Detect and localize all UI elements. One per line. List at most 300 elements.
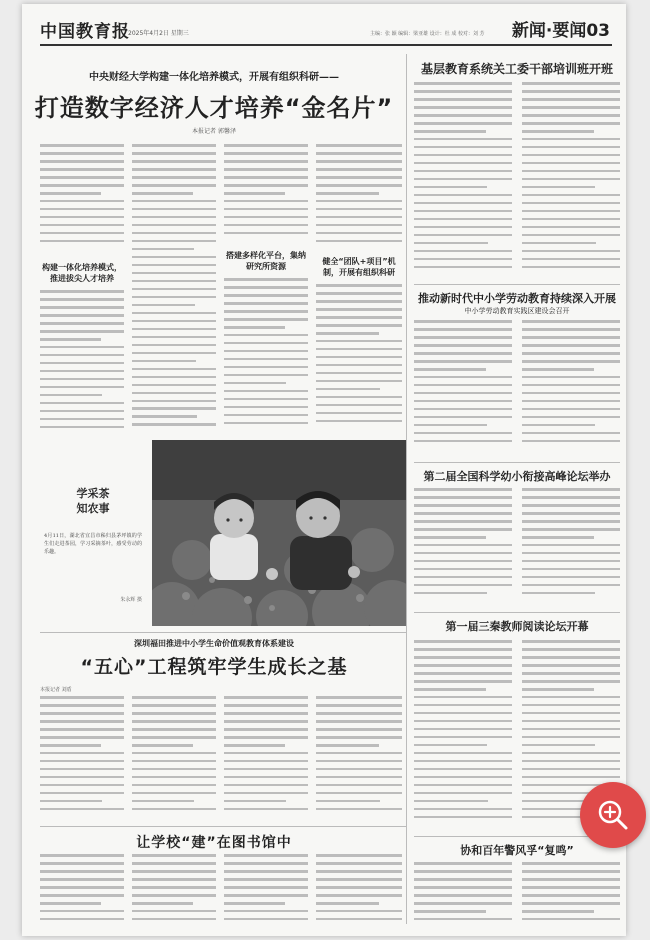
text-line — [132, 384, 216, 387]
right-headline-4: 第一届三秦教师阅读论坛开幕 — [445, 620, 589, 633]
text-line — [522, 504, 620, 507]
text-line — [40, 800, 102, 803]
text-line — [522, 520, 620, 523]
text-line — [414, 376, 512, 379]
text-line — [522, 392, 620, 395]
text-line — [522, 736, 620, 739]
text-line — [132, 200, 216, 203]
body-text-column — [132, 144, 216, 434]
text-line — [522, 576, 620, 579]
text-line — [414, 744, 487, 747]
text-line — [414, 320, 512, 323]
text-line — [316, 200, 402, 203]
text-line — [132, 312, 216, 315]
text-line — [224, 720, 308, 723]
text-line — [414, 568, 512, 571]
text-line — [224, 286, 308, 289]
text-line — [224, 862, 308, 865]
text-line — [522, 440, 620, 443]
text-line — [414, 384, 512, 387]
text-line — [414, 592, 487, 595]
lead-subhead-2: 搭建多样化平台，集纳研究所资源 — [226, 251, 306, 271]
text-line — [316, 284, 402, 287]
section-divider — [414, 462, 620, 463]
text-line — [132, 854, 216, 857]
text-line — [132, 216, 216, 219]
text-line — [316, 792, 402, 795]
feature-caption: 4月11日，湖北省宜昌市秭归县茅坪镇的学生们走进茶园，学习采摘茶叶，感受劳动的乐趣。 — [44, 533, 142, 555]
body-text-column — [40, 290, 124, 434]
text-line — [414, 878, 512, 881]
text-line — [132, 344, 216, 347]
text-line — [316, 886, 402, 889]
text-line — [316, 380, 402, 383]
text-line — [414, 648, 512, 651]
text-line — [40, 290, 124, 293]
text-line — [414, 792, 512, 795]
story-2-kicker: 深圳福田推进中小学生命价值观教育体系建设 — [134, 639, 294, 648]
text-line — [40, 918, 124, 921]
text-line — [40, 870, 124, 873]
text-line — [414, 114, 512, 117]
story-3-headline: 让学校“建”在图书馆中 — [136, 835, 292, 851]
text-line — [40, 240, 124, 243]
right-headline-5: 协和百年警风孚“复鸣” — [460, 844, 574, 857]
text-line — [132, 704, 216, 707]
text-line — [316, 760, 402, 763]
text-line — [132, 328, 216, 331]
text-line — [316, 324, 402, 327]
text-line — [316, 300, 402, 303]
body-text-column — [414, 320, 512, 454]
text-line — [40, 168, 124, 171]
text-line — [316, 176, 402, 179]
text-line — [224, 422, 308, 425]
text-line — [224, 760, 308, 763]
text-line — [132, 392, 216, 395]
tea-picking-photo — [152, 440, 406, 626]
body-text-column — [224, 854, 308, 932]
body-text-column — [40, 144, 124, 254]
text-line — [414, 862, 512, 865]
text-line — [40, 704, 124, 707]
body-text-column — [224, 696, 308, 820]
text-line — [522, 376, 620, 379]
body-text-column — [316, 696, 402, 820]
text-line — [40, 696, 124, 699]
text-line — [132, 208, 216, 211]
text-line — [414, 816, 512, 819]
text-line — [40, 784, 124, 787]
text-line — [316, 752, 402, 755]
text-line — [316, 372, 402, 375]
text-line — [522, 910, 594, 913]
text-line — [224, 334, 308, 337]
text-line — [224, 302, 308, 305]
text-line — [522, 704, 620, 707]
text-line — [132, 272, 216, 275]
text-line — [414, 728, 512, 731]
text-line — [224, 342, 308, 345]
text-line — [522, 656, 620, 659]
text-line — [40, 192, 101, 195]
text-line — [316, 308, 402, 311]
text-line — [224, 326, 285, 329]
text-line — [224, 728, 308, 731]
text-line — [316, 316, 402, 319]
text-line — [224, 776, 308, 779]
text-line — [132, 808, 216, 811]
body-text-column — [132, 854, 216, 932]
text-line — [132, 784, 216, 787]
text-line — [414, 886, 512, 889]
text-line — [224, 144, 308, 147]
text-line — [132, 352, 216, 355]
text-line — [522, 870, 620, 873]
text-line — [522, 368, 594, 371]
photo-feature-sidebar — [40, 440, 146, 626]
text-line — [224, 200, 308, 203]
text-line — [414, 234, 512, 237]
text-line — [132, 280, 216, 283]
text-line — [40, 752, 124, 755]
editor-credits: 主编：张 颖 编辑：梁亚雄 设计：杜 成 校对：刘 芳 — [370, 31, 485, 37]
text-line — [522, 154, 620, 157]
text-line — [316, 208, 402, 211]
text-line — [132, 878, 216, 881]
text-line — [40, 760, 124, 763]
text-line — [40, 402, 124, 405]
text-line — [316, 240, 402, 243]
text-line — [414, 528, 512, 531]
text-line — [132, 902, 193, 905]
text-line — [224, 278, 308, 281]
text-line — [224, 160, 308, 163]
text-line — [522, 226, 620, 229]
text-line — [522, 512, 620, 515]
text-line — [316, 918, 402, 921]
text-line — [316, 910, 402, 913]
text-line — [40, 854, 124, 857]
text-line — [224, 208, 308, 211]
lead-kicker: 中央财经大学构建一体化培养模式，开展有组织科研—— — [89, 72, 339, 83]
text-line — [414, 544, 512, 547]
text-line — [414, 894, 512, 897]
section-divider — [40, 826, 406, 827]
text-line — [316, 776, 402, 779]
text-line — [224, 712, 308, 715]
text-line — [522, 186, 595, 189]
text-line — [414, 440, 512, 443]
text-line — [414, 226, 512, 229]
text-line — [224, 878, 308, 881]
text-line — [316, 878, 402, 881]
text-line — [224, 192, 285, 195]
text-line — [224, 366, 308, 369]
text-line — [522, 544, 620, 547]
text-line — [316, 412, 402, 415]
text-line — [224, 310, 308, 313]
text-line — [414, 202, 512, 205]
text-line — [522, 170, 620, 173]
text-line — [224, 704, 308, 707]
text-line — [132, 160, 216, 163]
text-line — [132, 256, 216, 259]
text-line — [40, 808, 124, 811]
text-line — [316, 192, 379, 195]
text-line — [132, 376, 216, 379]
text-line — [414, 800, 488, 803]
text-line — [40, 232, 124, 235]
text-line — [224, 854, 308, 857]
text-line — [224, 382, 286, 385]
text-line — [224, 152, 308, 155]
text-line — [316, 704, 402, 707]
text-line — [522, 258, 620, 261]
text-line — [414, 432, 512, 435]
text-line — [414, 776, 512, 779]
text-line — [132, 400, 216, 403]
text-line — [40, 306, 124, 309]
text-line — [40, 322, 124, 325]
text-line — [40, 184, 124, 187]
text-line — [132, 870, 216, 873]
text-line — [316, 332, 379, 335]
text-line — [414, 344, 512, 347]
text-line — [40, 394, 102, 397]
text-line — [522, 344, 620, 347]
text-line — [522, 568, 620, 571]
text-line — [522, 122, 620, 125]
text-line — [224, 390, 308, 393]
text-line — [522, 768, 620, 771]
text-line — [522, 640, 620, 643]
text-line — [522, 90, 620, 93]
text-line — [414, 368, 486, 371]
text-line — [522, 862, 620, 865]
text-line — [414, 552, 512, 555]
text-line — [522, 584, 620, 587]
text-line — [414, 186, 487, 189]
text-line — [522, 138, 620, 141]
text-line — [414, 664, 512, 667]
text-line — [414, 400, 512, 403]
text-line — [414, 416, 512, 419]
text-line — [522, 902, 620, 905]
text-line — [414, 352, 512, 355]
text-line — [40, 862, 124, 865]
text-line — [414, 360, 512, 363]
text-line — [414, 504, 512, 507]
text-line — [224, 768, 308, 771]
text-line — [522, 218, 620, 221]
text-line — [40, 410, 124, 413]
text-line — [522, 886, 620, 889]
text-line — [522, 146, 620, 149]
text-line — [132, 192, 193, 195]
text-line — [40, 208, 124, 211]
text-line — [316, 420, 402, 423]
photo-credit: 朱永辉 摄 — [120, 597, 142, 603]
text-line — [522, 552, 620, 555]
text-line — [414, 178, 512, 181]
body-text-column — [414, 82, 512, 278]
text-line — [316, 184, 402, 187]
text-line — [414, 488, 512, 491]
text-line — [224, 398, 308, 401]
text-line — [224, 232, 308, 235]
text-line — [132, 423, 216, 426]
text-line — [414, 512, 512, 515]
text-line — [522, 352, 620, 355]
text-line — [224, 176, 308, 179]
section-divider — [40, 632, 406, 633]
text-line — [414, 576, 512, 579]
text-line — [522, 234, 620, 237]
text-line — [414, 154, 512, 157]
text-line — [316, 216, 402, 219]
text-line — [316, 720, 402, 723]
text-line — [316, 396, 402, 399]
text-line — [40, 370, 124, 373]
text-line — [522, 98, 620, 101]
section-divider — [414, 612, 620, 613]
text-line — [522, 592, 595, 595]
text-line — [132, 144, 216, 147]
text-line — [316, 696, 402, 699]
text-line — [522, 416, 620, 419]
lead-subhead-1: 构建一体化培养模式，推进拔尖人才培养 — [42, 263, 122, 283]
text-line — [414, 408, 512, 411]
text-line — [522, 424, 595, 427]
text-line — [414, 672, 512, 675]
text-line — [316, 862, 402, 865]
text-line — [40, 910, 124, 913]
text-line — [40, 362, 124, 365]
text-line — [132, 336, 216, 339]
text-line — [522, 776, 620, 779]
text-line — [316, 348, 402, 351]
text-line — [132, 776, 216, 779]
text-line — [40, 354, 124, 357]
text-line — [40, 418, 124, 421]
text-line — [224, 792, 308, 795]
text-line — [414, 210, 512, 213]
text-line — [224, 184, 308, 187]
text-line — [316, 728, 402, 731]
text-line — [40, 314, 124, 317]
text-line — [522, 878, 620, 881]
text-line — [414, 98, 512, 101]
text-line — [40, 176, 124, 179]
text-line — [316, 902, 379, 905]
text-line — [522, 712, 620, 715]
newspaper-logo: 中国教育报 — [40, 22, 130, 42]
text-line — [522, 680, 620, 683]
text-line — [316, 168, 402, 171]
text-line — [132, 184, 216, 187]
text-line — [316, 784, 402, 787]
text-line — [522, 320, 620, 323]
text-line — [414, 910, 486, 913]
text-line — [414, 258, 512, 261]
text-line — [414, 194, 512, 197]
text-line — [414, 130, 486, 133]
right-headline-3: 第二届全国科学幼小衔接高峰论坛举办 — [423, 470, 611, 483]
text-line — [414, 162, 512, 165]
text-line — [132, 232, 216, 235]
body-text-column — [40, 854, 124, 932]
body-text-column — [316, 284, 402, 434]
text-line — [414, 146, 512, 149]
text-line — [414, 704, 512, 707]
text-line — [132, 304, 195, 307]
text-line — [132, 886, 216, 889]
text-line — [522, 720, 620, 723]
text-line — [40, 720, 124, 723]
text-line — [132, 296, 216, 299]
body-text-column — [316, 854, 402, 932]
text-line — [224, 216, 308, 219]
text-line — [414, 242, 488, 245]
text-line — [414, 712, 512, 715]
text-line — [522, 178, 620, 181]
text-line — [40, 338, 101, 341]
text-line — [522, 106, 620, 109]
text-line — [40, 736, 124, 739]
text-line — [316, 364, 402, 367]
text-line — [224, 696, 308, 699]
text-line — [132, 224, 216, 227]
text-line — [224, 318, 308, 321]
text-line — [522, 114, 620, 117]
text-line — [414, 784, 512, 787]
text-line — [414, 336, 512, 339]
text-line — [132, 792, 216, 795]
text-line — [316, 870, 402, 873]
text-line — [522, 496, 620, 499]
text-line — [40, 298, 124, 301]
text-line — [132, 752, 216, 755]
text-line — [132, 248, 194, 251]
text-line — [40, 902, 101, 905]
text-line — [40, 330, 124, 333]
text-line — [132, 168, 216, 171]
text-line — [132, 736, 216, 739]
text-line — [40, 776, 124, 779]
text-line — [522, 648, 620, 651]
text-line — [414, 392, 512, 395]
text-line — [40, 894, 124, 897]
text-line — [132, 415, 197, 418]
body-text-column — [522, 862, 620, 932]
text-line — [522, 250, 620, 253]
body-text-column — [132, 696, 216, 820]
text-line — [316, 152, 402, 155]
text-line — [522, 82, 620, 85]
text-line — [224, 886, 308, 889]
text-line — [132, 728, 216, 731]
text-line — [414, 250, 512, 253]
text-line — [132, 288, 216, 291]
text-line — [522, 162, 620, 165]
body-text-column — [224, 278, 308, 434]
story-2-byline: 本报记者 刘盾 — [40, 687, 72, 693]
text-line — [316, 340, 402, 343]
text-line — [40, 886, 124, 889]
zoom-in-button[interactable] — [580, 782, 646, 848]
text-line — [40, 160, 124, 163]
